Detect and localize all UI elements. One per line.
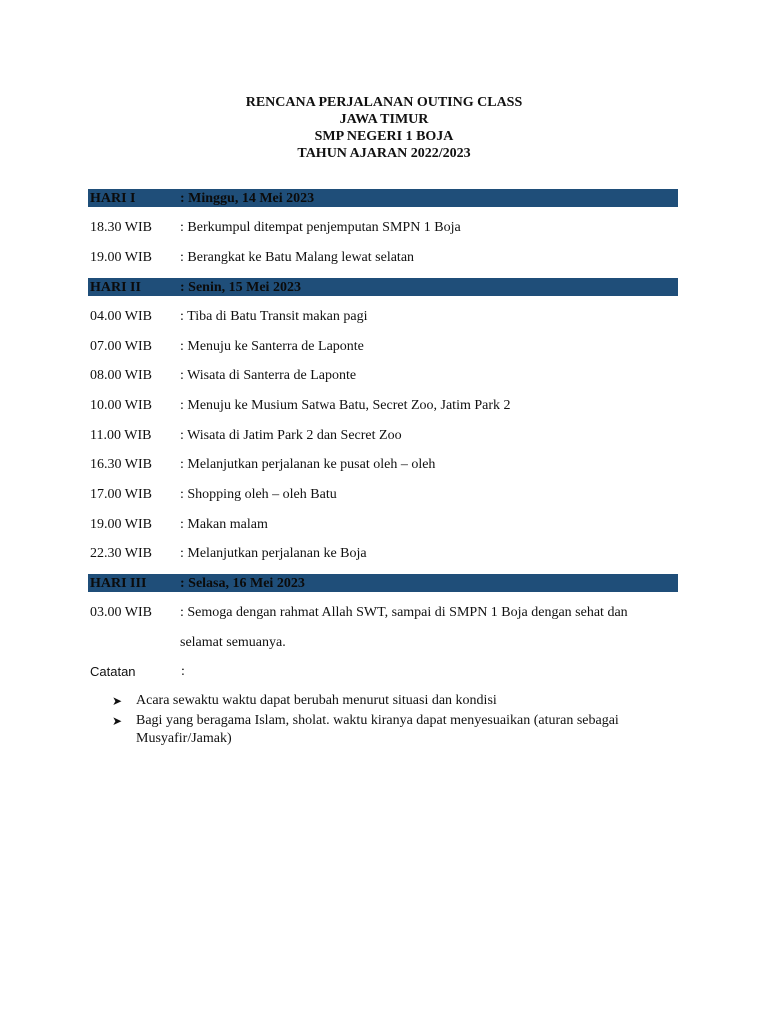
title-line-3: SMP NEGERI 1 BOJA bbox=[314, 129, 454, 144]
notes-list bbox=[112, 692, 662, 750]
document-title bbox=[0, 94, 768, 162]
day-header-1 bbox=[88, 189, 678, 207]
schedule-desc: : Menuju ke Santerra de Laponte bbox=[180, 339, 364, 354]
title-line-2: JAWA TIMUR bbox=[339, 112, 429, 127]
day-label: HARI I bbox=[90, 191, 136, 206]
schedule-desc: : Berangkat ke Batu Malang lewat selatan bbox=[180, 250, 415, 265]
schedule-time: 07.00 WIB bbox=[90, 339, 152, 354]
schedule-time: 22.30 WIB bbox=[90, 546, 152, 561]
schedule-time: 04.00 WIB bbox=[90, 309, 152, 324]
day-date: : Senin, 15 Mei 2023 bbox=[180, 280, 301, 295]
list-item bbox=[112, 712, 662, 748]
schedule-time: 11.00 WIB bbox=[90, 428, 152, 443]
notes-colon: : bbox=[181, 664, 185, 679]
schedule-time: 19.00 WIB bbox=[90, 250, 152, 265]
schedule-time: 16.30 WIB bbox=[90, 457, 152, 472]
schedule-desc: : Melanjutkan perjalanan ke pusat oleh – oleh bbox=[180, 457, 436, 472]
arrowhead-bullet-icon: ➤ bbox=[112, 694, 123, 708]
schedule-desc: : Semoga dengan rahmat Allah SWT, sampai di SMPN 1 Boja dengan sehat dan selamat semuanya. bbox=[180, 605, 628, 650]
schedule-time: 19.00 WIB bbox=[90, 517, 152, 532]
day-date: : Selasa, 16 Mei 2023 bbox=[180, 576, 305, 591]
note-text: Bagi yang beragama Islam, sholat. waktu kiranya dapat menyesuaikan (aturan sebagai Musyafir/Jamak) bbox=[136, 713, 619, 746]
schedule-desc: : Makan malam bbox=[180, 517, 268, 532]
note-text: Acara sewaktu waktu dapat berubah menurut situasi dan kondisi bbox=[136, 693, 497, 708]
day-header-2 bbox=[88, 278, 678, 296]
schedule-desc: : Tiba di Batu Transit makan pagi bbox=[180, 309, 368, 324]
schedule-time: 18.30 WIB bbox=[90, 220, 152, 235]
day-date: : Minggu, 14 Mei 2023 bbox=[180, 191, 315, 206]
notes-label: Catatan bbox=[90, 664, 136, 679]
schedule-desc: : Wisata di Jatim Park 2 dan Secret Zoo bbox=[180, 428, 402, 443]
schedule-desc: : Shopping oleh – oleh Batu bbox=[180, 487, 337, 502]
schedule-desc: : Berkumpul ditempat penjemputan SMPN 1 Boja bbox=[180, 220, 461, 235]
schedule-desc: : Menuju ke Musium Satwa Batu, Secret Zoo, Jatim Park 2 bbox=[180, 398, 511, 413]
arrowhead-bullet-icon: ➤ bbox=[112, 714, 123, 728]
schedule-desc: : Melanjutkan perjalanan ke Boja bbox=[180, 546, 367, 561]
day-header-3 bbox=[88, 574, 678, 592]
schedule-time: 03.00 WIB bbox=[90, 605, 152, 620]
day-label: HARI II bbox=[90, 280, 141, 295]
schedule-time: 17.00 WIB bbox=[90, 487, 152, 502]
list-item bbox=[112, 692, 662, 710]
title-line-4: TAHUN AJARAN 2022/2023 bbox=[297, 146, 471, 161]
schedule-time: 08.00 WIB bbox=[90, 368, 152, 383]
title-line-1: RENCANA PERJALANAN OUTING CLASS bbox=[245, 95, 523, 110]
schedule-time: 10.00 WIB bbox=[90, 398, 152, 413]
schedule-desc: : Wisata di Santerra de Laponte bbox=[180, 368, 357, 383]
day-label: HARI III bbox=[90, 576, 147, 591]
